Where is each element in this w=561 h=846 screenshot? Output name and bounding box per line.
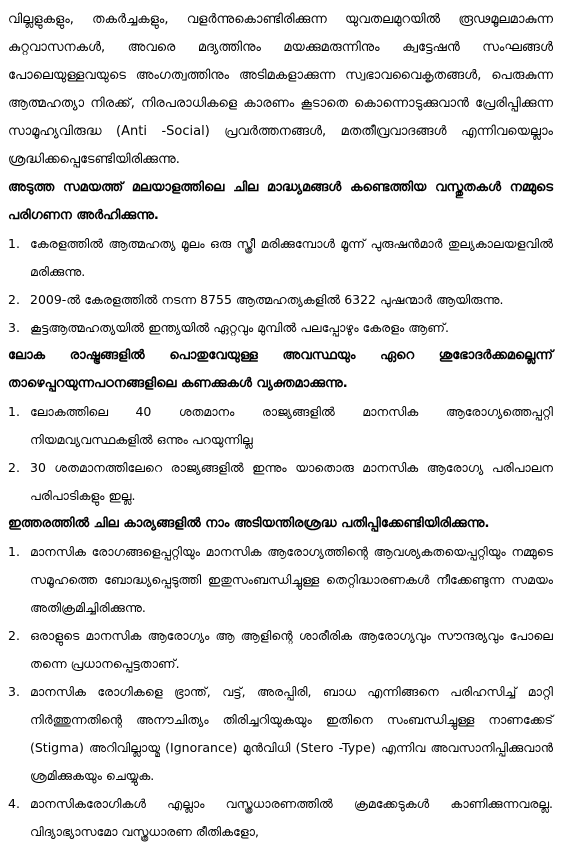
list-number: 2. xyxy=(8,628,20,643)
list-number: 3. xyxy=(8,320,20,335)
list-text: മാനസികരോഗികൾ എല്ലാം വസ്ത്രധാരണത്തിൽ ക്രമക്കേടുകൾ കാണിക്കുന്നവരല്ല. വിദ്യാഭ്യാസമോ വസ്ത്രധാരണ രീതികളോ, xyxy=(30,796,553,839)
section2-heading: ലോക രാഷ്ട്രങ്ങളിൽ പൊതുവേയുള്ള അവസ്ഥയും ഏറെ ശുഭോദർക്കമല്ലെന്ന് താഴെപ്പറയുന്നപഠനങ്ങളിലെ കണക്കുകൾ വ്യക്തമാക്കുന്നു. xyxy=(8,348,553,391)
section1-heading: അടുത്ത സമയത്ത് മലയാളത്തിലെ ചില മാദ്ധ്യമങ്ങൾ കണ്ടെത്തിയ വസ്തുതകൾ നമ്മുടെ പരിഗണന അർഹിക്കുന്നു. xyxy=(8,180,553,223)
list-item xyxy=(8,622,553,678)
list-item xyxy=(8,230,553,286)
list-number: 3. xyxy=(8,684,20,699)
list-text: കൂട്ടആത്മഹത്യയിൽ ഇന്ത്യയിൽ ഏറ്റവും മുമ്പിൽ പലപ്പോഴും കേരളം ആണ്. xyxy=(30,320,449,335)
list-text: 2009-ൽ കേരളത്തിൽ നടന്ന 8755 ആത്മഹത്യകളിൽ 6322 പുഷന്മാർ ആയിരുന്നു. xyxy=(30,292,504,307)
list-text: 30 ശതമാനത്തിലേറെ രാജ്യങ്ങളിൽ ഇന്നും യാതൊരു മാനസിക ആരോഗ്യ പരിപാലന പരിപാടികളും ഇല്ല. xyxy=(30,460,553,503)
list-text: ലോകത്തിലെ 40 ശതമാനം രാജ്യങ്ങളിൽ മാനസിക ആരോഗ്യത്തെപ്പറ്റി നിയമവ്യവസ്ഥകളിൽ ഒന്നും പറയുന്നില്ല xyxy=(30,404,553,447)
list-text: ഒരാളുടെ മാനസിക ആരോഗ്യം ആ ആളിന്റെ ശാരീരിക ആരോഗ്യവും സൗന്ദര്യവും പോലെ തന്നെ പ്രധാനപ്പെട്ടതാണ്. xyxy=(30,628,553,671)
list-text: കേരളത്തിൽ ആത്മഹത്യ മൂലം ഒരു സ്ത്രീ മരിക്കുമ്പോൾ മൂന്ന് പുരുഷൻമാർ തുല്യകാലയളവിൽ മരിക്കുന്നു. xyxy=(30,236,553,279)
list-number: 2. xyxy=(8,292,20,307)
list-item xyxy=(8,454,553,510)
list-item xyxy=(8,398,553,454)
list-number: 4. xyxy=(8,796,20,811)
section3-heading: ഇത്തരത്തിൽ ചില കാര്യങ്ങളിൽ നാം അടിയന്തിരശ്രദ്ധ പതിപ്പിക്കേണ്ടിയിരിക്കുന്നു. xyxy=(8,516,490,531)
list-number: 2. xyxy=(8,460,20,475)
list-text: മാനസിക രോഗികളെ ഭ്രാന്ത്, വട്ട്, അരപ്പിരി, ബാധ എന്നിങ്ങനെ പരിഹസിച്ച് മാറ്റി നിർത്തുന്നതിന്റെ അനൗചിത്യം തിരിച്ചറിയുകയും ഇതിനെ സംബന്ധിച്ചുള്ള നാണക്കേട് (Stigma) അറിവില്ലായ്മ (Ignorance) മുൻവിധി (Stero -Type) എന്നിവ അവസാനിപ്പിക്കുവാൻ ശ്രമിക്കുകയും ചെയ്യുക. xyxy=(30,684,553,783)
list-number: 1. xyxy=(8,404,20,419)
list-text: മാനസിക രോഗങ്ങളെപ്പറ്റിയും മാനസിക ആരോഗ്യത്തിന്റെ ആവശ്യകതയെപ്പറ്റിയും നമ്മുടെ സമൂഹത്തെ ബോദ്ധ്യപ്പെടുത്തി ഇതുസംബന്ധിച്ചുള്ള തെറ്റിദ്ധാരണകൾ നീക്കേണ്ടുന്ന സമയം അതിക്രമിച്ചിരിക്കുന്നു. xyxy=(30,544,553,615)
list-number: 1. xyxy=(8,544,20,559)
list-item xyxy=(8,538,553,622)
intro-paragraph: വില്ലളുകളും, തകർച്ചകളും, വളർന്നുകൊണ്ടിരിക്കുന്ന യുവതലമുറയിൽ രൂഢമൂലമാകുന്ന കുറ്റവാസനകൾ, അവരെ മദ്യത്തിനും മയക്കുമരുന്നിനും ക്വട്ടേഷൻ സംഘങ്ങൾ പോലെയുള്ളവയുടെ അംഗത്വത്തിനും അടിമകളാക്കുന്ന സ്വഭാവവൈകൃതങ്ങൾ, പെരുകുന്ന ആത്മഹത്യാ നിരക്ക്, നിരപരാധികളെ കാരണം കൂടാതെ കൊന്നൊടുക്കുവാൻ പ്രേരിപ്പിക്കുന്ന സാമൂഹ്യവിരുദ്ധ (Anti -Social) പ്രവർത്തനങ്ങൾ, മതതീവ്രവാദങ്ങൾ എന്നിവയെല്ലാം ശ്രദ്ധിക്കപ്പെടേണ്ടിയിരിക്കുന്നു. xyxy=(8,12,553,167)
list-item xyxy=(8,314,553,342)
list-number: 1. xyxy=(8,236,20,251)
list-item xyxy=(8,678,553,790)
list-item xyxy=(8,286,553,314)
list-item xyxy=(8,790,553,846)
